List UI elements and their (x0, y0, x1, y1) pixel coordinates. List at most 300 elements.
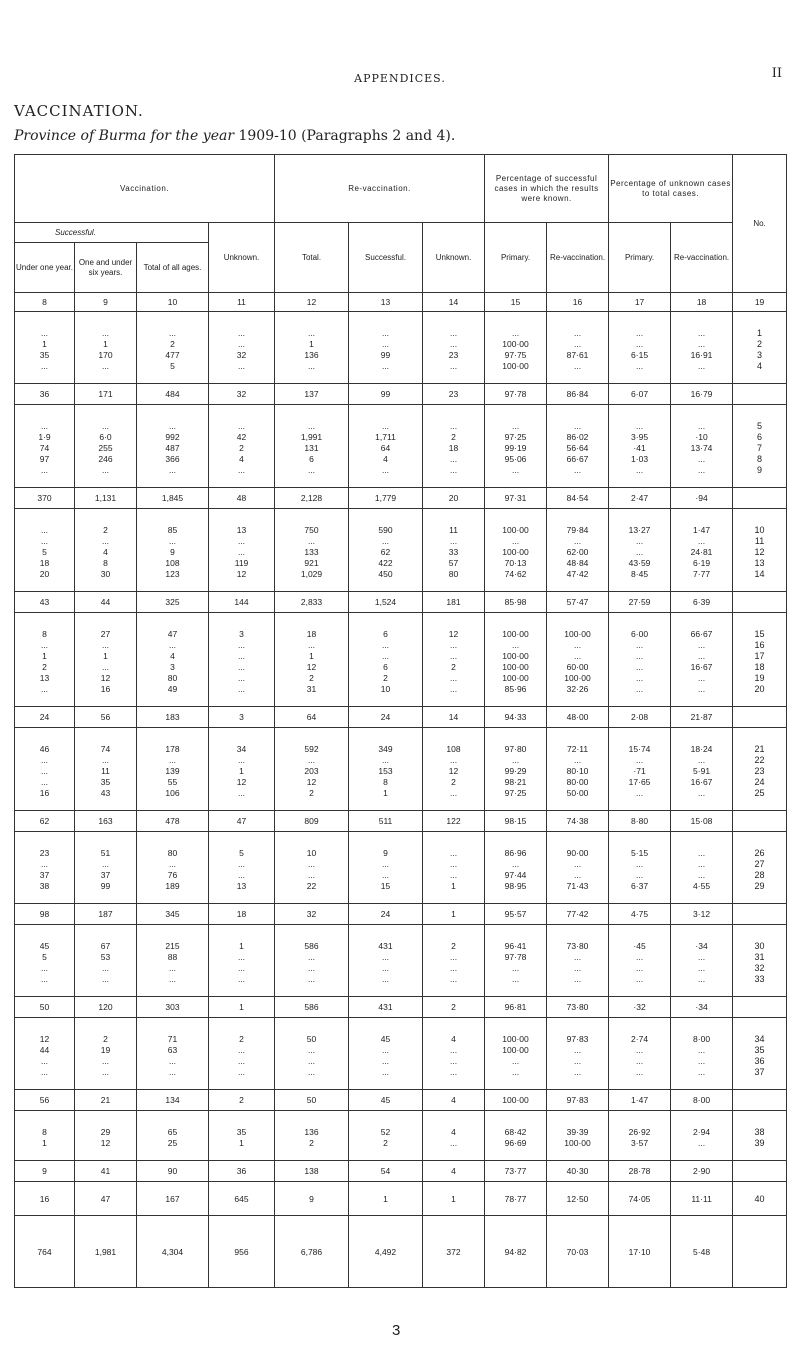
table-cell: ... (671, 312, 733, 339)
row-number: 24 (733, 777, 787, 788)
table-cell: 592 (275, 728, 349, 755)
total-row (15, 1161, 787, 1182)
total-cell: 4 (423, 1090, 485, 1111)
table-cell: 349 (349, 728, 423, 755)
table-cell: ... (137, 963, 209, 974)
table-row (15, 1056, 787, 1067)
total-cell: 21·87 (671, 707, 733, 728)
table-cell: 9 (137, 547, 209, 558)
table-cell: 16·67 (671, 777, 733, 788)
table-cell: 66·67 (671, 613, 733, 640)
table-cell: ... (423, 859, 485, 870)
table-cell: ... (349, 651, 423, 662)
table-cell: 88 (137, 952, 209, 963)
table-cell: 2 (349, 1138, 423, 1161)
table-row (15, 755, 787, 766)
table-cell: ... (15, 859, 75, 870)
total-cell: 1 (209, 997, 275, 1018)
table-cell: ... (671, 673, 733, 684)
table-cell: 3 (209, 613, 275, 640)
table-cell: 8 (15, 613, 75, 640)
total-cell: 181 (423, 592, 485, 613)
total-cell: 11·11 (671, 1182, 733, 1216)
table-cell: 45 (349, 1018, 423, 1045)
table-cell: 431 (349, 925, 423, 952)
table-cell: 15·74 (609, 728, 671, 755)
table-cell: ... (275, 1045, 349, 1056)
table-cell: 3·95 (609, 432, 671, 443)
table-cell: ... (209, 963, 275, 974)
table-cell: 590 (349, 509, 423, 536)
table-cell: ... (275, 1067, 349, 1090)
table-cell: ... (275, 312, 349, 339)
total-cell: 56 (75, 707, 137, 728)
table-cell: ... (547, 405, 609, 432)
table-cell: ... (423, 361, 485, 384)
table-cell: 37 (75, 870, 137, 881)
table-cell: ... (15, 509, 75, 536)
total-cell: 40·30 (547, 1161, 609, 1182)
table-row (15, 952, 787, 963)
total-row (15, 707, 787, 728)
table-cell: 50 (275, 1018, 349, 1045)
table-cell: ... (609, 662, 671, 673)
table-cell: 80 (137, 673, 209, 684)
table-cell: 6·37 (609, 881, 671, 904)
table-cell: 100·00 (547, 613, 609, 640)
table-cell: 25 (137, 1138, 209, 1161)
table-cell: 8 (15, 1111, 75, 1138)
table-cell: ... (671, 755, 733, 766)
table-cell: ... (671, 640, 733, 651)
row-number: 22 (733, 755, 787, 766)
total-cell: 370 (15, 488, 75, 509)
table-cell: 12 (275, 777, 349, 788)
table-cell: 2 (75, 1018, 137, 1045)
table-cell: ... (547, 651, 609, 662)
table-cell: ... (423, 405, 485, 432)
table-cell: ... (15, 755, 75, 766)
table-cell: 43·59 (609, 558, 671, 569)
table-cell: 97·44 (485, 870, 547, 881)
col-header: Primary. (485, 223, 547, 293)
table-row (15, 832, 787, 859)
total-cell: 1,131 (75, 488, 137, 509)
table-cell: ... (547, 1045, 609, 1056)
row-number: 33 (733, 974, 787, 997)
table-cell: ... (423, 312, 485, 339)
table-cell: ... (209, 788, 275, 811)
table-cell: ... (609, 684, 671, 707)
table-cell: 136 (275, 1111, 349, 1138)
table-cell: ... (485, 312, 547, 339)
table-cell: 1,029 (275, 569, 349, 592)
table-row (15, 1111, 787, 1138)
table-cell: 13·74 (671, 443, 733, 454)
table-cell: ... (423, 684, 485, 707)
table-cell: 2 (423, 777, 485, 788)
table-cell: ... (209, 755, 275, 766)
total-cell: 764 (15, 1216, 75, 1288)
row-number: 12 (733, 547, 787, 558)
table-cell: 80·10 (547, 766, 609, 777)
table-cell: 100·00 (485, 547, 547, 558)
total-cell: 98 (15, 904, 75, 925)
total-cell: 23 (423, 384, 485, 405)
table-cell: ... (209, 312, 275, 339)
table-cell: ... (547, 859, 609, 870)
table-cell: 2 (275, 1138, 349, 1161)
table-cell: ... (547, 1056, 609, 1067)
table-cell: ... (137, 536, 209, 547)
table-cell: ... (609, 465, 671, 488)
row-number (733, 384, 787, 405)
table-cell: ... (609, 673, 671, 684)
table-cell: ... (485, 859, 547, 870)
table-cell: ... (75, 662, 137, 673)
col-header: Unknown. (423, 223, 485, 293)
table-cell: 5 (209, 832, 275, 859)
table-cell: 99·19 (485, 443, 547, 454)
table-cell: 12 (275, 662, 349, 673)
row-number: 40 (733, 1182, 787, 1216)
table-cell: ... (75, 536, 137, 547)
table-cell: 2 (137, 339, 209, 350)
table-cell: ... (609, 870, 671, 881)
table-cell: 11 (75, 766, 137, 777)
table-cell: 4 (75, 547, 137, 558)
table-cell: 1 (275, 651, 349, 662)
table-row (15, 766, 787, 777)
table-cell: 26·92 (609, 1111, 671, 1138)
table-cell: 55 (137, 777, 209, 788)
table-cell: ... (275, 755, 349, 766)
table-cell: 139 (137, 766, 209, 777)
table-cell: 99 (75, 881, 137, 904)
group-header-successful: Successful. (15, 223, 209, 243)
table-cell: ... (75, 1056, 137, 1067)
row-number: 27 (733, 859, 787, 870)
column-number: 11 (209, 293, 275, 312)
total-row (15, 592, 787, 613)
total-cell: ·34 (671, 997, 733, 1018)
total-cell: 122 (423, 811, 485, 832)
total-cell: 73·80 (547, 997, 609, 1018)
table-cell: 100·00 (485, 509, 547, 536)
table-cell: 18 (423, 443, 485, 454)
column-number: 17 (609, 293, 671, 312)
table-cell: 52 (349, 1111, 423, 1138)
table-cell: ... (209, 1067, 275, 1090)
total-cell: 86·84 (547, 384, 609, 405)
table-cell: 62 (349, 547, 423, 558)
table-row (15, 558, 787, 569)
footer-page-number: 3 (392, 1322, 401, 1339)
total-cell: 98·15 (485, 811, 547, 832)
table-cell: 68·42 (485, 1111, 547, 1138)
total-row (15, 997, 787, 1018)
total-row (15, 1216, 787, 1288)
table-cell: 2 (423, 662, 485, 673)
table-cell: 119 (209, 558, 275, 569)
table-cell: 35 (15, 350, 75, 361)
table-cell: 27 (75, 613, 137, 640)
table-cell: ... (349, 405, 423, 432)
table-cell: 47·42 (547, 569, 609, 592)
row-number: 32 (733, 963, 787, 974)
table-cell: 136 (275, 350, 349, 361)
table-cell: 35 (75, 777, 137, 788)
table-cell: ... (547, 870, 609, 881)
table-cell: 133 (275, 547, 349, 558)
table-cell: 97 (15, 454, 75, 465)
table-row (15, 312, 787, 339)
table-cell: ... (671, 361, 733, 384)
total-cell: 137 (275, 384, 349, 405)
table-cell: 13 (15, 673, 75, 684)
total-row (15, 1090, 787, 1111)
total-cell: 144 (209, 592, 275, 613)
table-cell: ... (423, 651, 485, 662)
table-cell: ... (609, 651, 671, 662)
row-number: 23 (733, 766, 787, 777)
table-cell: ... (75, 755, 137, 766)
table-cell: ... (209, 684, 275, 707)
table-cell: 450 (349, 569, 423, 592)
total-cell: 167 (137, 1182, 209, 1216)
total-cell: 2,128 (275, 488, 349, 509)
row-number (733, 707, 787, 728)
table-cell: ... (15, 974, 75, 997)
table-cell: ... (209, 1056, 275, 1067)
table-cell: 6 (349, 662, 423, 673)
table-cell: ... (485, 1067, 547, 1090)
table-cell: ... (485, 755, 547, 766)
total-cell: 73·77 (485, 1161, 547, 1182)
total-cell: 57·47 (547, 592, 609, 613)
col-header: Under one year. (15, 243, 75, 293)
table-cell: ... (423, 339, 485, 350)
total-cell: 187 (75, 904, 137, 925)
table-cell: 16 (75, 684, 137, 707)
total-cell: 1 (423, 904, 485, 925)
table-cell: 57 (423, 558, 485, 569)
table-row (15, 547, 787, 558)
table-cell: ... (209, 405, 275, 432)
table-cell: ... (609, 1056, 671, 1067)
table-cell: 71 (137, 1018, 209, 1045)
table-cell: ... (671, 859, 733, 870)
column-number: 12 (275, 293, 349, 312)
table-cell: ... (671, 870, 733, 881)
table-cell: 2·94 (671, 1111, 733, 1138)
subtitle-italic: Province of Burma for the year (14, 128, 235, 144)
table-cell: ... (349, 312, 423, 339)
total-cell: 24 (15, 707, 75, 728)
table-cell: ... (349, 755, 423, 766)
table-cell: 100·00 (485, 339, 547, 350)
table-cell: 100·00 (485, 361, 547, 384)
table-cell: ... (671, 339, 733, 350)
table-cell: 6·0 (75, 432, 137, 443)
total-row (15, 904, 787, 925)
table-row (15, 536, 787, 547)
total-cell: 20 (423, 488, 485, 509)
table-cell: ... (423, 755, 485, 766)
table-cell: 246 (75, 454, 137, 465)
table-cell: 13 (209, 881, 275, 904)
total-cell: 94·82 (485, 1216, 547, 1288)
table-cell: 95·06 (485, 454, 547, 465)
table-cell: 422 (349, 558, 423, 569)
row-number: 28 (733, 870, 787, 881)
total-row (15, 488, 787, 509)
row-number (733, 1161, 787, 1182)
total-cell: ·32 (609, 997, 671, 1018)
table-cell: ·71 (609, 766, 671, 777)
total-cell: 45 (349, 1090, 423, 1111)
table-cell: 74 (75, 728, 137, 755)
col-header: Primary. (609, 223, 671, 293)
table-cell: 4 (137, 651, 209, 662)
table-cell: ... (547, 952, 609, 963)
table-cell: 1 (423, 881, 485, 904)
total-cell: 32 (209, 384, 275, 405)
row-number (733, 488, 787, 509)
table-cell: 42 (209, 432, 275, 443)
total-cell: 24 (349, 904, 423, 925)
table-cell: 62·00 (547, 547, 609, 558)
total-row (15, 384, 787, 405)
table-cell: ... (423, 870, 485, 881)
table-cell: 2 (275, 788, 349, 811)
table-cell: ... (485, 536, 547, 547)
table-cell: ... (75, 640, 137, 651)
table-cell: 100·00 (485, 613, 547, 640)
table-cell: ... (349, 952, 423, 963)
table-cell: 1 (75, 651, 137, 662)
table-row (15, 640, 787, 651)
table-cell: 2 (75, 509, 137, 536)
row-number (733, 811, 787, 832)
table-row (15, 974, 787, 997)
table-cell: ... (209, 974, 275, 997)
row-number (733, 1090, 787, 1111)
table-cell: 4 (349, 454, 423, 465)
table-cell: ... (609, 859, 671, 870)
table-cell: ... (75, 963, 137, 974)
table-cell: 12 (75, 1138, 137, 1161)
column-number-row (15, 293, 787, 312)
table-cell: 43 (75, 788, 137, 811)
table-cell: 48·84 (547, 558, 609, 569)
table-row (15, 1067, 787, 1090)
total-cell: 62 (15, 811, 75, 832)
total-cell: 56 (15, 1090, 75, 1111)
table-cell: 74·62 (485, 569, 547, 592)
table-row (15, 361, 787, 384)
table-cell: 2 (275, 673, 349, 684)
table-cell: 23 (423, 350, 485, 361)
table-cell: ... (485, 405, 547, 432)
table-cell: ... (349, 963, 423, 974)
table-cell: ... (275, 1056, 349, 1067)
row-number: 7 (733, 443, 787, 454)
table-cell: 97·75 (485, 350, 547, 361)
total-cell: 484 (137, 384, 209, 405)
table-cell: 96·69 (485, 1138, 547, 1161)
table-cell: 5·15 (609, 832, 671, 859)
table-cell: 73·80 (547, 925, 609, 952)
table-cell: ... (15, 361, 75, 384)
table-cell: 96·41 (485, 925, 547, 952)
row-number: 34 (733, 1018, 787, 1045)
table-cell: 16 (15, 788, 75, 811)
table-cell: 80·00 (547, 777, 609, 788)
table-cell: 108 (137, 558, 209, 569)
table-cell: 37 (15, 870, 75, 881)
table-cell: 5 (15, 952, 75, 963)
total-cell: 78·77 (485, 1182, 547, 1216)
table-cell: 131 (275, 443, 349, 454)
row-number: 18 (733, 662, 787, 673)
table-cell: 46 (15, 728, 75, 755)
table-cell: ... (15, 684, 75, 707)
table-cell: 170 (75, 350, 137, 361)
table-cell: 16·67 (671, 662, 733, 673)
table-cell: ... (671, 454, 733, 465)
table-cell: 97·25 (485, 432, 547, 443)
table-cell: 32 (209, 350, 275, 361)
table-cell: 97·83 (547, 1018, 609, 1045)
table-cell: ... (137, 312, 209, 339)
table-cell: ... (15, 312, 75, 339)
total-cell: 21 (75, 1090, 137, 1111)
table-cell: ... (671, 405, 733, 432)
total-row (15, 811, 787, 832)
table-cell: 80 (137, 832, 209, 859)
table-row (15, 684, 787, 707)
table-cell: ... (485, 963, 547, 974)
table-cell: ... (15, 536, 75, 547)
table-cell: ... (75, 465, 137, 488)
column-number: 8 (15, 293, 75, 312)
table-cell: ... (75, 361, 137, 384)
total-cell: 48·00 (547, 707, 609, 728)
table-cell: ... (671, 974, 733, 997)
total-cell: 100·00 (485, 1090, 547, 1111)
table-cell: ... (547, 640, 609, 651)
table-cell: ... (75, 1067, 137, 1090)
row-number: 10 (733, 509, 787, 536)
table-cell: ... (75, 405, 137, 432)
total-cell: 1 (349, 1182, 423, 1216)
table-cell: 8·00 (671, 1018, 733, 1045)
table-cell: ... (209, 536, 275, 547)
table-cell: 38 (15, 881, 75, 904)
table-cell: 2 (423, 925, 485, 952)
row-number: 20 (733, 684, 787, 707)
table-cell: 106 (137, 788, 209, 811)
table-cell: 255 (75, 443, 137, 454)
table-cell: ... (671, 1045, 733, 1056)
table-cell: 2 (15, 662, 75, 673)
table-cell: 100·00 (485, 651, 547, 662)
table-cell: ... (209, 547, 275, 558)
table-cell: 99·29 (485, 766, 547, 777)
total-cell: 3·12 (671, 904, 733, 925)
total-cell: 36 (15, 384, 75, 405)
